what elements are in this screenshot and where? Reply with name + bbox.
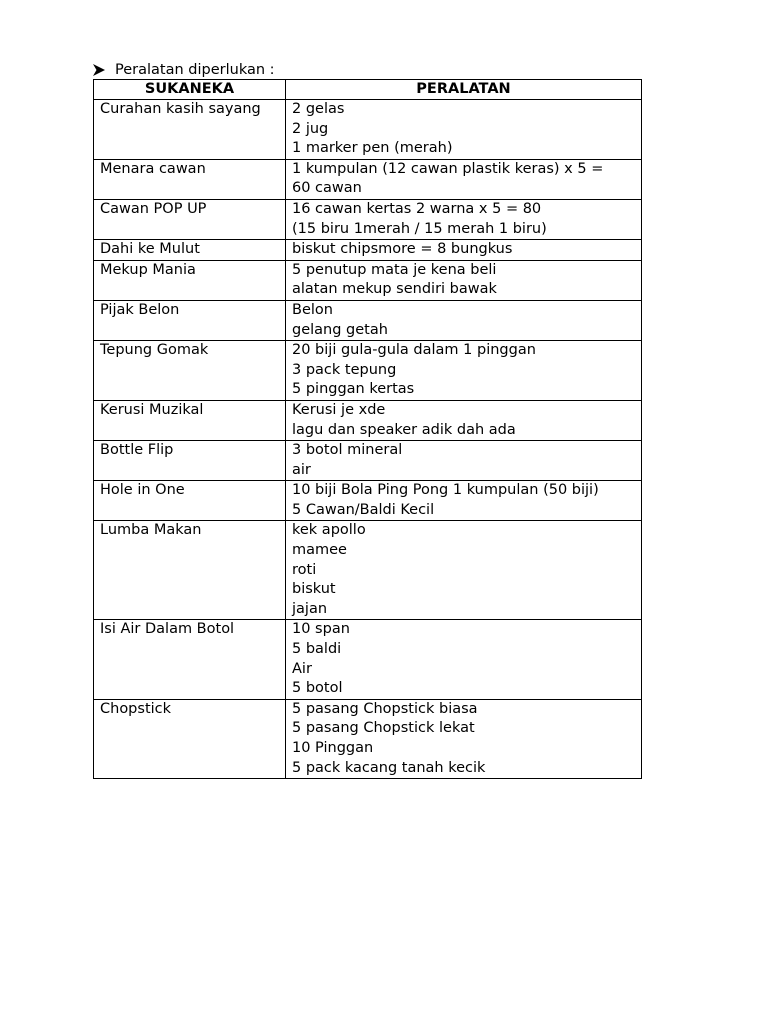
- header-sukaneka: SUKANEKA: [94, 80, 286, 100]
- equipment-cell: [286, 400, 642, 440]
- equipment-cell: [286, 240, 642, 261]
- activity-name: Dahi ke Mulut: [100, 241, 200, 258]
- equipment-item: 20 biji gula-gula dalam 1 pinggan: [292, 342, 536, 359]
- activity-cell: [94, 100, 286, 160]
- equipment-cell: [286, 699, 642, 778]
- equipment-item: 5 pack kacang tanah kecik: [292, 759, 486, 776]
- equipment-cell: [286, 199, 642, 239]
- equipment-item: 10 span: [292, 621, 350, 638]
- table-row: [94, 521, 642, 620]
- table-body: [94, 100, 642, 779]
- arrow-bullet-icon: [93, 60, 115, 76]
- table-row: [94, 699, 642, 778]
- equipment-item: jajan: [292, 600, 328, 617]
- table-row: [94, 240, 642, 261]
- table-row: [94, 199, 642, 239]
- equipment-item: 5 pasang Chopstick biasa: [292, 700, 478, 717]
- table-row: [94, 441, 642, 481]
- activity-cell: [94, 260, 286, 300]
- equipment-cell: [286, 100, 642, 160]
- equipment-item: 10 biji Bola Ping Pong 1 kumpulan (50 biji): [292, 482, 599, 499]
- equipment-item: 3 pack tepung: [292, 361, 397, 378]
- equipment-item: gelang getah: [292, 321, 388, 338]
- equipment-item: 5 botol: [292, 680, 343, 697]
- bullet-text: Peralatan diperlukan :: [115, 62, 275, 78]
- equipment-item: 3 botol mineral: [292, 442, 403, 459]
- equipment-item: 5 pasang Chopstick lekat: [292, 720, 475, 737]
- equipment-item: biskut: [292, 581, 336, 598]
- equipment-item: kek apollo: [292, 522, 366, 539]
- activity-cell: [94, 300, 286, 340]
- equipment-item: 16 cawan kertas 2 warna x 5 = 80: [292, 200, 542, 217]
- equipment-item: biskut chipsmore = 8 bungkus: [292, 241, 513, 258]
- bullet-heading: [93, 60, 275, 80]
- table-row: [94, 100, 642, 160]
- activity-name: Hole in One: [100, 482, 185, 499]
- equipment-cell: [286, 481, 642, 521]
- activity-cell: [94, 199, 286, 239]
- activity-cell: [94, 620, 286, 699]
- equipment-table: [93, 79, 642, 779]
- equipment-item: alatan mekup sendiri bawak: [292, 281, 497, 298]
- table-row: [94, 341, 642, 401]
- table-header-row: [94, 80, 642, 100]
- equipment-item: roti: [292, 561, 317, 578]
- equipment-cell: [286, 159, 642, 199]
- table-row: [94, 159, 642, 199]
- equipment-item: 2 gelas: [292, 101, 345, 117]
- equipment-item: air: [292, 461, 311, 478]
- equipment-item: 5 Cawan/Baldi Kecil: [292, 501, 435, 518]
- activity-name: Mekup Mania: [100, 261, 196, 278]
- equipment-cell: [286, 341, 642, 401]
- equipment-item: 60 cawan: [292, 180, 362, 197]
- activity-name: Cawan POP UP: [100, 200, 207, 217]
- activity-name: Kerusi Muzikal: [100, 401, 204, 418]
- equipment-cell: [286, 260, 642, 300]
- equipment-item: 1 marker pen (merah): [292, 140, 453, 157]
- table-row: [94, 400, 642, 440]
- activity-name: Tepung Gomak: [100, 342, 209, 359]
- activity-cell: [94, 159, 286, 199]
- activity-cell: [94, 341, 286, 401]
- table-row: [94, 620, 642, 699]
- equipment-item: 5 penutup mata je kena beli: [292, 261, 497, 278]
- activity-name: Bottle Flip: [100, 442, 174, 459]
- header-peralatan: PERALATAN: [286, 80, 642, 100]
- activity-cell: [94, 699, 286, 778]
- equipment-item: 2 jug: [292, 120, 329, 137]
- equipment-cell: [286, 300, 642, 340]
- activity-cell: [94, 240, 286, 261]
- activity-name: Isi Air Dalam Botol: [100, 621, 235, 638]
- equipment-item: 10 Pinggan: [292, 740, 374, 756]
- equipment-cell: [286, 441, 642, 481]
- equipment-cell: [286, 620, 642, 699]
- equipment-item: mamee: [292, 542, 347, 559]
- activity-cell: [94, 400, 286, 440]
- equipment-cell: [286, 521, 642, 620]
- equipment-item: 5 baldi: [292, 641, 342, 658]
- activity-name: Menara cawan: [100, 160, 206, 177]
- table-row: [94, 481, 642, 521]
- table-row: [94, 260, 642, 300]
- activity-name: Pijak Belon: [100, 301, 180, 318]
- equipment-item: Air: [292, 660, 312, 677]
- activity-cell: [94, 521, 286, 620]
- activity-cell: [94, 441, 286, 481]
- activity-name: Chopstick: [100, 700, 172, 717]
- equipment-item: lagu dan speaker adik dah ada: [292, 421, 516, 438]
- equipment-item: 5 pinggan kertas: [292, 381, 415, 398]
- equipment-item: (15 biru 1merah / 15 merah 1 biru): [292, 220, 547, 237]
- activity-cell: [94, 481, 286, 521]
- table-row: [94, 300, 642, 340]
- activity-name: Curahan kasih sayang: [100, 101, 261, 117]
- equipment-item: Belon: [292, 301, 333, 318]
- equipment-item: Kerusi je xde: [292, 401, 386, 418]
- equipment-item: 1 kumpulan (12 cawan plastik keras) x 5 =: [292, 160, 604, 177]
- activity-name: Lumba Makan: [100, 522, 202, 539]
